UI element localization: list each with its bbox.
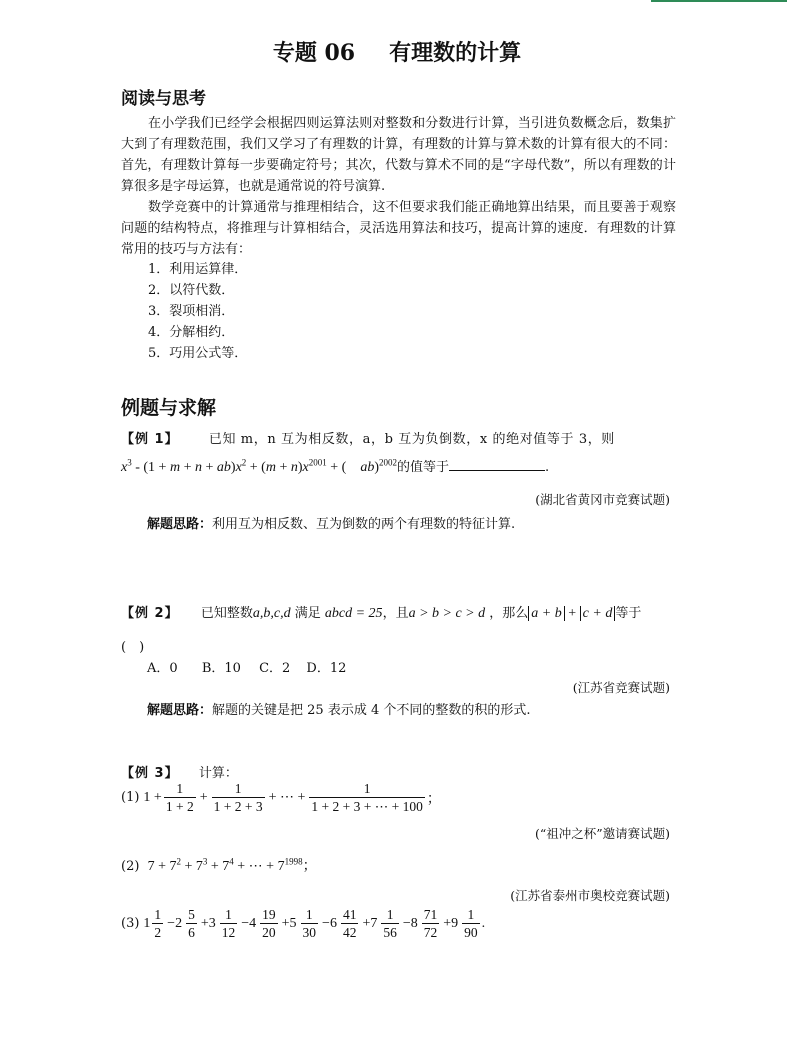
methods-list [148,259,247,364]
example-3-part-2-source: (江苏省泰州市奥校竞赛试题) [510,888,670,903]
title-number: 专题 06 [272,40,356,66]
example-1-end: . [545,460,550,475]
method-item: 5．巧用公式等． [148,346,248,361]
hint-label: 解题思路： [147,517,213,532]
example-2-source: (江苏省竞赛试题) [572,680,670,695]
section-heading-examples: 例题与求解 [121,397,217,419]
part-label: (1) [121,790,140,805]
example-1-source: (湖北省黄冈市竞赛试题) [535,492,670,507]
example-2-condition-product: abcd = 25 [324,606,383,621]
intro-paragraph-2: 数学竞赛中的计算通常与推理相结合，这不但要求我们能正确地算出结果，而且要善于观察问题的结构特点，将推理与计算相结合，灵活选用算法和技巧，提高计算的速度．有理数的计算常用的技巧与方法有： [121,200,676,257]
section-heading-reading: 阅读与思考 [121,89,206,109]
example-3-text: 计算： [198,766,238,781]
part-label: (2) [121,859,140,874]
example-2-text: 等于 [615,606,642,621]
method-item: 4．分解相约． [148,325,235,340]
example-1-formula-line [121,456,549,476]
page-title [0,36,794,67]
example-1-text: 已知 m，n 互为相反数，a，b 互为负倒数，x 的绝对值等于 3，则 [208,432,615,447]
example-3-part-3: (3) 1 $\frac{1}{2}$ −2 $\frac{5}{6}$ +3 $\frac{1}{12}$ −4 $\frac{19}{20}$ +5 $\frac{1}{30}$ −6 $\frac{41}{42}$ +7 $\frac{1}{56}$ −8 $\frac{71}{72}$ +9 $\frac{1}{90}$ . [121,907,486,940]
option-c: C．2 [259,661,291,676]
top-accent-bar [651,0,787,2]
example-3-statement [121,762,238,781]
example-2-text: ，且 [382,606,409,621]
example-2-hint [147,699,531,718]
option-b: B．10 [201,661,241,676]
example-3-part-1-source: (“祖冲之杯”邀请赛试题) [534,826,670,841]
example-3-label: 【例 3】 [121,766,179,781]
example-3-part-1: (1) 1 + $\frac{1}{1 + 2}$ + $\frac{1}{1 + 2 + 3}$ + ⋯ + $\frac{1}{1 + 2 + 3 + \cdots + 100}$ ； [121,781,441,814]
example-2-abs-expression: a + b + c + d [528,606,615,621]
example-3-part-2: (2) $7 + 7^2 + 7^3 + 7^4$ + ⋯ + $7^{1998}$； [121,856,317,874]
option-d: D．12 [306,661,347,676]
example-2-text: ，那么 [489,606,529,621]
intro-text [121,113,676,260]
hint-label: 解题思路： [147,703,213,718]
method-item: 2．以符代数． [148,283,235,298]
example-2-paren: ( ) [121,640,145,655]
example-2-label: 【例 2】 [121,606,179,621]
example-2-vars: a,b,c,d [252,606,291,621]
example-2-text: 满足 [294,606,321,621]
part-label: (3) [121,916,140,931]
method-item: 1．利用运算律． [148,262,248,277]
method-item: 3．裂项相消． [148,304,235,319]
example-2-text: 已知整数 [200,606,253,621]
option-a: A．0 [147,661,178,676]
title-text: 有理数的计算 [389,40,522,66]
hint-text: 解题的关键是把 25 表示成 4 个不同的整数的积的形式. [212,703,531,718]
example-1-hint [147,513,515,532]
answer-blank [449,458,545,471]
example-1-label: 【例 1】 [121,432,179,447]
intro-paragraph-1: 在小学我们已经学会根据四则运算法则对整数和分数进行计算，当引进负数概念后，数集扩大到了有理数范围，我们又学习了有理数的计算，有理数的计算与算术数的计算有很大的不同：首先，有理数计算每一步要确定符号；其次，代数与算术不同的是“字母代数”，所以有理数的计算很多是字母运算，也就是通常说的符号演算. [121,116,676,194]
hint-text: 利用互为相反数、互为倒数的两个有理数的特征计算. [212,517,516,532]
example-1-formula: $x^3 - (1 + m + n + ab)x^2 + (m + n)x^{2001}$ + ( ab)$^{2002}$ [121,457,397,475]
example-1-suffix: 的值等于 [397,460,450,475]
example-2-condition-order: a > b > c > d [408,606,486,621]
example-2-statement [121,602,641,622]
example-2-options [147,657,346,676]
example-1-statement [121,428,615,447]
